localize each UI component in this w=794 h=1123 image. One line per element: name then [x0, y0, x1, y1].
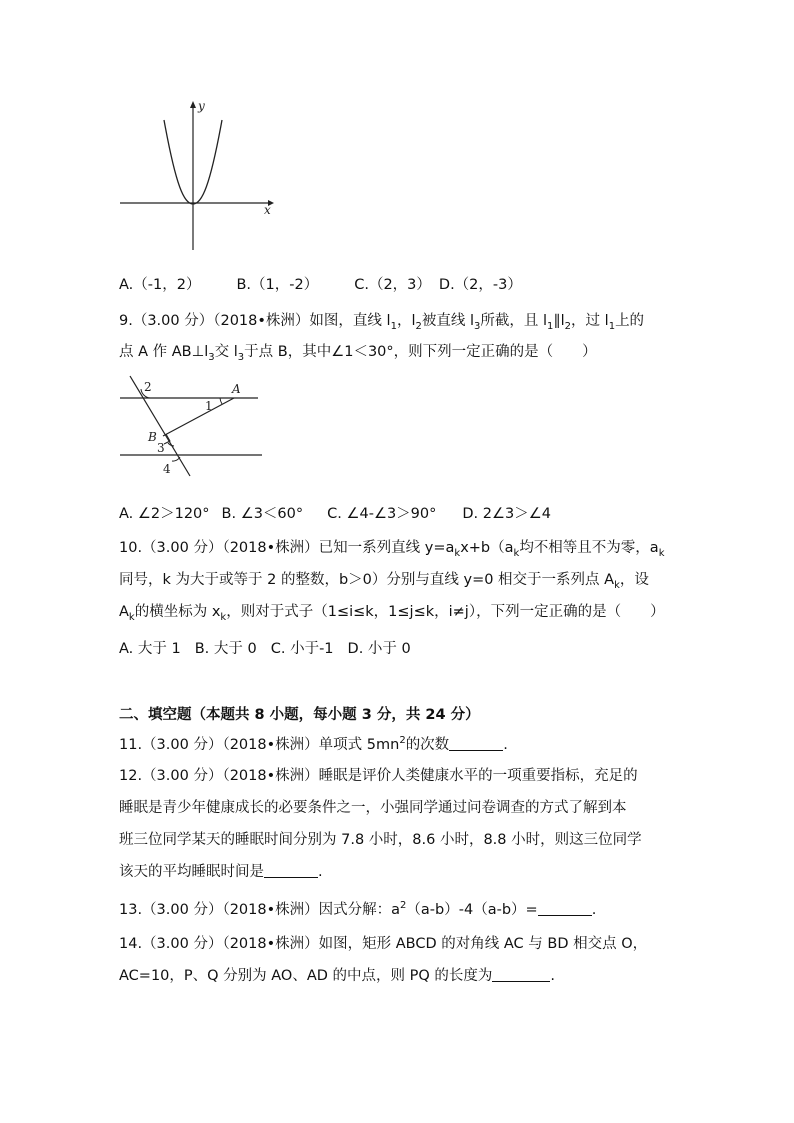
- q14-line-1: 14.（3.00 分）（2018•株洲）如图，矩形 ABCD 的对角线 AC 与 BD 相交点 O，: [119, 936, 648, 952]
- q9-option-c: C. ∠4-∠3＞90°: [327, 506, 437, 522]
- q14-answer-blank[interactable]: [492, 967, 550, 982]
- q14-line-2: AC=10，P、Q 分别为 AO、AD 的中点，则 PQ 的长度为 .: [119, 968, 556, 984]
- q9-option-a: A. ∠2＞120°: [119, 506, 210, 522]
- q12-line-3: 班三位同学某天的睡眠时间分别为 7.8 小时，8.6 小时，8.8 小时，则这三位同学: [119, 832, 642, 848]
- q12-line-2: 睡眠是青少年健康成长的必要条件之一，小强同学通过问卷调查的方式了解到本: [119, 800, 627, 816]
- q10-line-1: 10.（3.00 分）（2018•株洲）已知一系列直线 $y=a_kx+b(a_k$均不相等且不为零，$a_k$: [119, 540, 665, 559]
- q10-option-a: A. 大于 1: [119, 641, 181, 657]
- q10-line-3: $A_k$的横坐标为 $x_k$，则对于式子（1≤i≤k，1≤j≤k，i≠j），下列一定正确的是（ ）: [119, 604, 665, 623]
- section-2-title: 二、填空题（本题共 8 小题，每小题 3 分，共 24 分）: [119, 707, 480, 723]
- q10-option-c: C. 小于-1: [270, 641, 334, 657]
- q12-answer-blank[interactable]: [264, 863, 318, 878]
- q8-option-d: D.（2，-3）: [438, 277, 522, 293]
- y-axis-arrow: [190, 101, 196, 108]
- q9-line-2: 点 A 作 $AB\perp l_3$交 $l_3$于点 B，其中∠1＜30°，则下列一定正确的是（ ）: [119, 344, 597, 363]
- q10-options: [119, 639, 411, 659]
- q13-answer-blank[interactable]: [538, 901, 592, 916]
- q9-option-b: B. ∠3＜60°: [221, 506, 304, 522]
- q11: 11.（3.00 分）（2018•株洲）单项式 $5mn^2$的次数 .: [119, 735, 508, 753]
- q9-line-1: 9.（3.00 分）（2018•株洲）如图，直线 $l_1$，$l_2$被直线 $l_3$所截，且 $l_1\parallel l_2$，过 $l_1$上的: [119, 313, 645, 332]
- angle-3-label: 3: [157, 441, 165, 455]
- parallel-lines-figure: [118, 372, 268, 482]
- q10-option-b: B. 大于 0: [194, 641, 257, 657]
- x-axis-label: x: [264, 203, 271, 217]
- parabola-figure: [118, 96, 278, 254]
- y-axis-label: y: [198, 99, 205, 113]
- q8-options: [119, 275, 522, 295]
- q9-option-d: D. 2∠3＞∠4: [462, 506, 551, 522]
- point-B-label: B: [148, 430, 157, 444]
- q12-line-1: 12.（3.00 分）（2018•株洲）睡眠是评价人类健康水平的一项重要指标，充足的: [119, 768, 638, 784]
- q8-option-c: C.（2，3）: [354, 277, 431, 293]
- q13: 13.（3.00 分）（2018•株洲）因式分解：$a^2(a-b)-4(a-b)=$ .: [119, 900, 597, 918]
- point-A-label: A: [232, 382, 241, 396]
- segment-AB: [163, 398, 234, 436]
- q12-line-4: 该天的平均睡眠时间是 .: [119, 864, 323, 880]
- angle-1-label: 1: [205, 399, 213, 413]
- angle-2-label: 2: [144, 380, 152, 394]
- q10-option-d: D. 小于 0: [347, 641, 411, 657]
- q10-line-2: 同号，k 为大于或等于 2 的整数，b＞0）分别与直线 y=0 相交于一系列点 $A_k$，设: [119, 572, 649, 591]
- angle-4-label: 4: [163, 462, 171, 476]
- q8-option-a: A.（-1，2）: [119, 277, 201, 293]
- angle-1-arc: [220, 398, 222, 404]
- q11-answer-blank[interactable]: [449, 736, 503, 751]
- q8-option-b: B.（1，-2）: [236, 277, 319, 293]
- q9-options: [119, 504, 551, 524]
